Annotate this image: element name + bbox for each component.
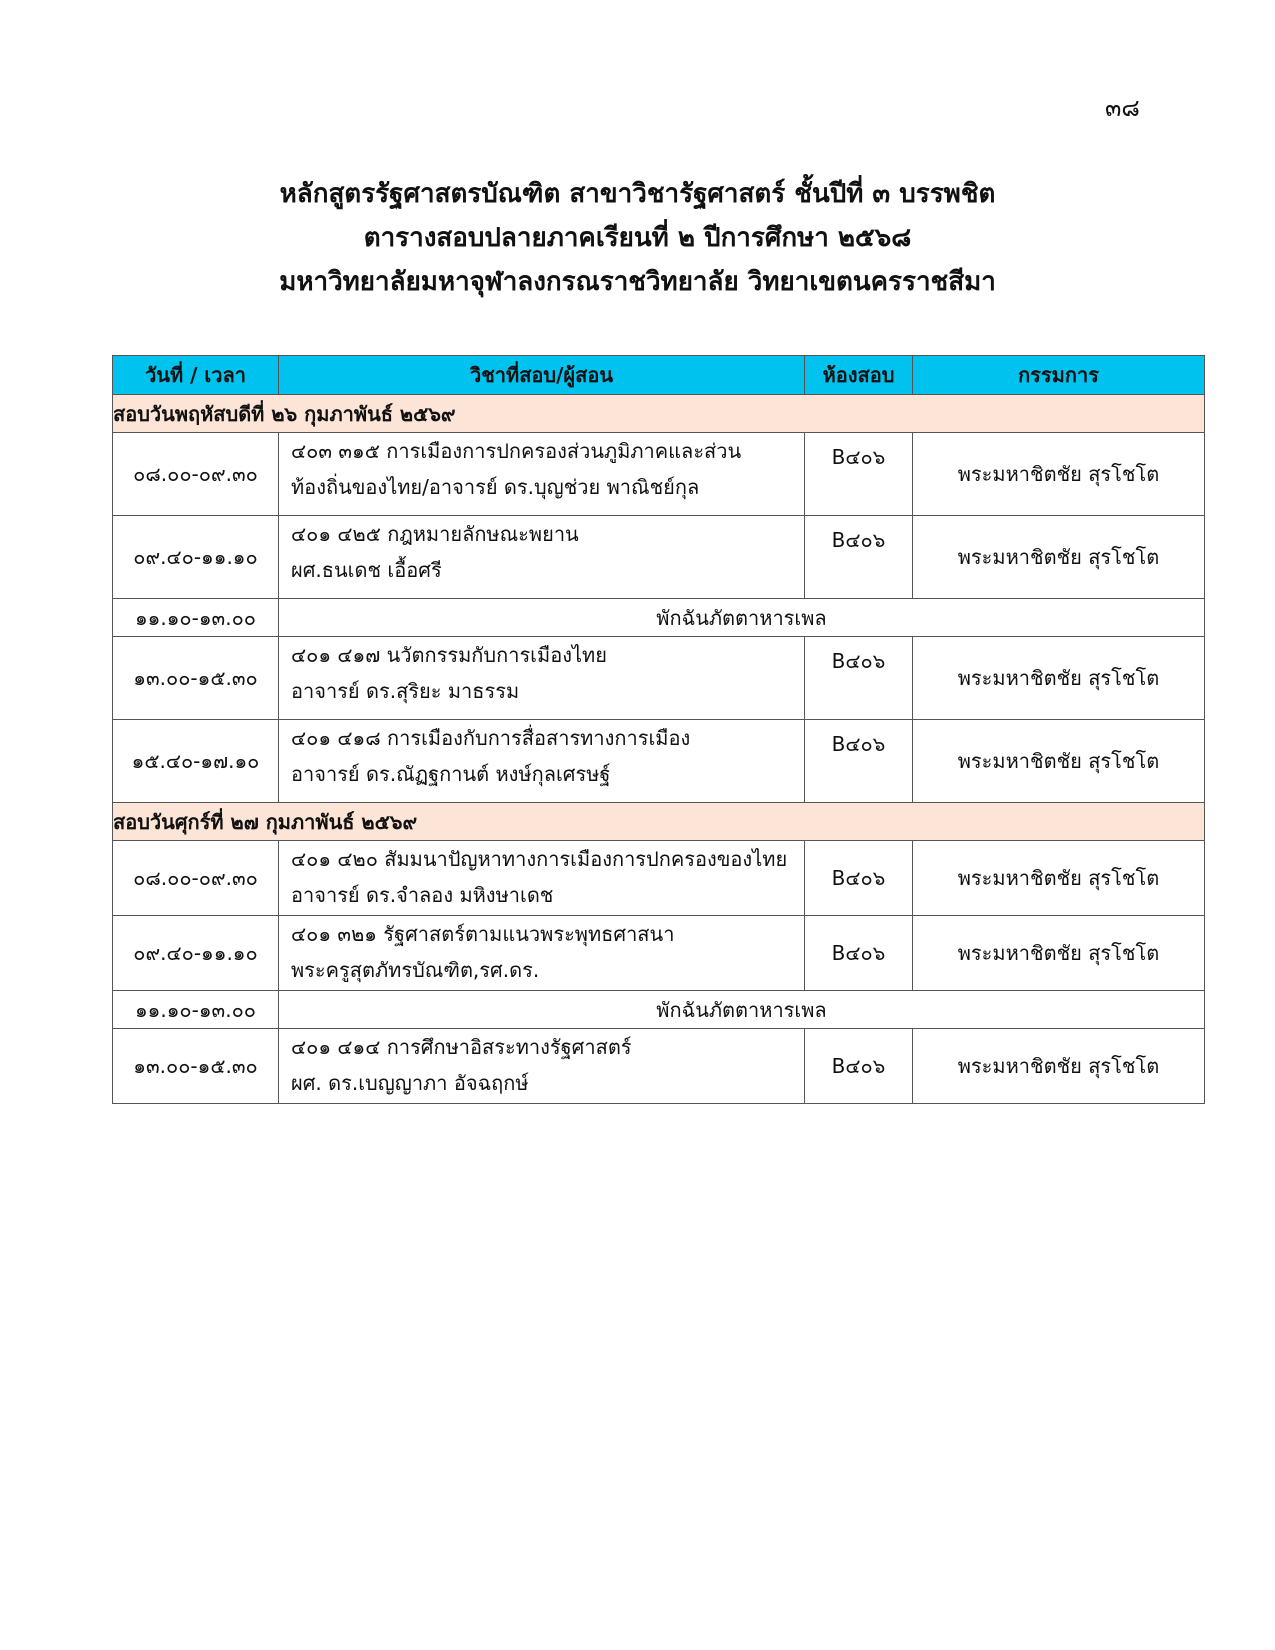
break-row — [113, 991, 1205, 1029]
exam-committee: พระมหาชิตชัย สุรโชโต — [913, 841, 1205, 916]
exam-committee: พระมหาชิตชัย สุรโชโต — [913, 916, 1205, 991]
exam-room: B๔๐๖ — [805, 516, 913, 599]
exam-subject — [279, 841, 805, 916]
date-row-day1 — [113, 395, 1205, 433]
exam-room: B๔๐๖ — [805, 916, 913, 991]
exam-room: B๔๐๖ — [805, 433, 913, 516]
subject-line: ๔๐๑ ๔๒๕ กฎหมายลักษณะพยาน — [291, 522, 579, 546]
exam-committee: พระมหาชิตชัย สุรโชโต — [913, 1029, 1205, 1104]
exam-schedule-table — [112, 355, 1205, 1104]
exam-time: ๑๕.๔๐-๑๗.๑๐ — [113, 720, 279, 803]
table-row — [113, 841, 1205, 916]
break-label: พักฉันภัตตาหารเพล — [279, 599, 1205, 637]
instructor-line: อาจารย์ ดร.จำลอง มหิงษาเดช — [291, 883, 554, 907]
exam-subject — [279, 720, 805, 803]
exam-subject — [279, 516, 805, 599]
instructor-line: ท้องถิ่นของไทย/อาจารย์ ดร.บุญช่วย พาณิชย์กุล — [291, 475, 700, 499]
exam-committee: พระมหาชิตชัย สุรโชโต — [913, 637, 1205, 720]
title-line-program: หลักสูตรรัฐศาสตรบัณฑิต สาขาวิชารัฐศาสตร์ ชั้นปีที่ ๓ บรรพชิต — [279, 179, 996, 209]
date-row-day2 — [113, 803, 1205, 841]
date-label: สอบวันศุกร์ที่ ๒๗ กุมภาพันธ์ ๒๕๖๙ — [113, 803, 1205, 841]
header-committee: กรรมการ — [913, 356, 1205, 395]
subject-line: ๔๐๑ ๔๒๐ สัมมนาปัญหาทางการเมืองการปกครองของไทย — [291, 847, 788, 871]
subject-line: ๔๐๓ ๓๑๕ การเมืองการปกครองส่วนภูมิภาคและส่วน — [291, 439, 742, 463]
table-row — [113, 637, 1205, 720]
instructor-line: พระครูสุตภัทรบัณฑิต,รศ.ดร. — [291, 958, 540, 982]
page-number: ๓๘ — [1105, 94, 1140, 122]
exam-time: ๑๓.๐๐-๑๕.๓๐ — [113, 1029, 279, 1104]
subject-line: ๔๐๑ ๔๑๔ การศึกษาอิสระทางรัฐศาสตร์ — [291, 1035, 632, 1059]
instructor-line: อาจารย์ ดร.ณัฏฐกานต์ หงษ์กุลเศรษฐ์ — [291, 762, 611, 786]
header-room: ห้องสอบ — [805, 356, 913, 395]
break-label: พักฉันภัตตาหารเพล — [279, 991, 1205, 1029]
exam-committee: พระมหาชิตชัย สุรโชโต — [913, 720, 1205, 803]
exam-subject — [279, 433, 805, 516]
date-label: สอบวันพฤหัสบดีที่ ๒๖ กุมภาพันธ์ ๒๕๖๙ — [113, 395, 1205, 433]
exam-room: B๔๐๖ — [805, 720, 913, 803]
table-row — [113, 916, 1205, 991]
exam-time: ๑๓.๐๐-๑๕.๓๐ — [113, 637, 279, 720]
exam-subject — [279, 637, 805, 720]
subject-line: ๔๐๑ ๔๑๘ การเมืองกับการสื่อสารทางการเมือง — [291, 726, 691, 750]
exam-committee: พระมหาชิตชัย สุรโชโต — [913, 516, 1205, 599]
document-title — [0, 172, 1275, 304]
break-time: ๑๑.๑๐-๑๓.๐๐ — [113, 991, 279, 1029]
exam-subject — [279, 916, 805, 991]
table-header-row — [113, 356, 1205, 395]
subject-line: ๔๐๑ ๓๒๑ รัฐศาสตร์ตามแนวพระพุทธศาสนา — [291, 922, 675, 946]
exam-subject — [279, 1029, 805, 1104]
instructor-line: ผศ. ดร.เบญญาภา อัจฉฤกษ์ — [291, 1071, 529, 1095]
break-row — [113, 599, 1205, 637]
exam-committee: พระมหาชิตชัย สุรโชโต — [913, 433, 1205, 516]
exam-room: B๔๐๖ — [805, 841, 913, 916]
exam-time: ๐๙.๔๐-๑๑.๑๐ — [113, 916, 279, 991]
exam-room: B๔๐๖ — [805, 637, 913, 720]
title-line-schedule: ตารางสอบปลายภาคเรียนที่ ๒ ปีการศึกษา ๒๕๖๘ — [363, 223, 912, 253]
exam-time: ๐๙.๔๐-๑๑.๑๐ — [113, 516, 279, 599]
exam-time: ๐๘.๐๐-๐๙.๓๐ — [113, 433, 279, 516]
table-row — [113, 433, 1205, 516]
break-time: ๑๑.๑๐-๑๓.๐๐ — [113, 599, 279, 637]
instructor-line: อาจารย์ ดร.สุริยะ มาธรรม — [291, 679, 520, 703]
header-time: วันที่ / เวลา — [113, 356, 279, 395]
exam-time: ๐๘.๐๐-๐๙.๓๐ — [113, 841, 279, 916]
title-line-university: มหาวิทยาลัยมหาจุฬาลงกรณราชวิทยาลัย วิทยาเขตนครราชสีมา — [279, 267, 996, 297]
exam-room: B๔๐๖ — [805, 1029, 913, 1104]
table-row — [113, 516, 1205, 599]
table-row — [113, 720, 1205, 803]
table-row — [113, 1029, 1205, 1104]
header-subject: วิชาที่สอบ/ผู้สอน — [279, 356, 805, 395]
subject-line: ๔๐๑ ๔๑๗ นวัตกรรมกับการเมืองไทย — [291, 643, 607, 667]
instructor-line: ผศ.ธนเดช เอื้อศรี — [291, 558, 442, 582]
